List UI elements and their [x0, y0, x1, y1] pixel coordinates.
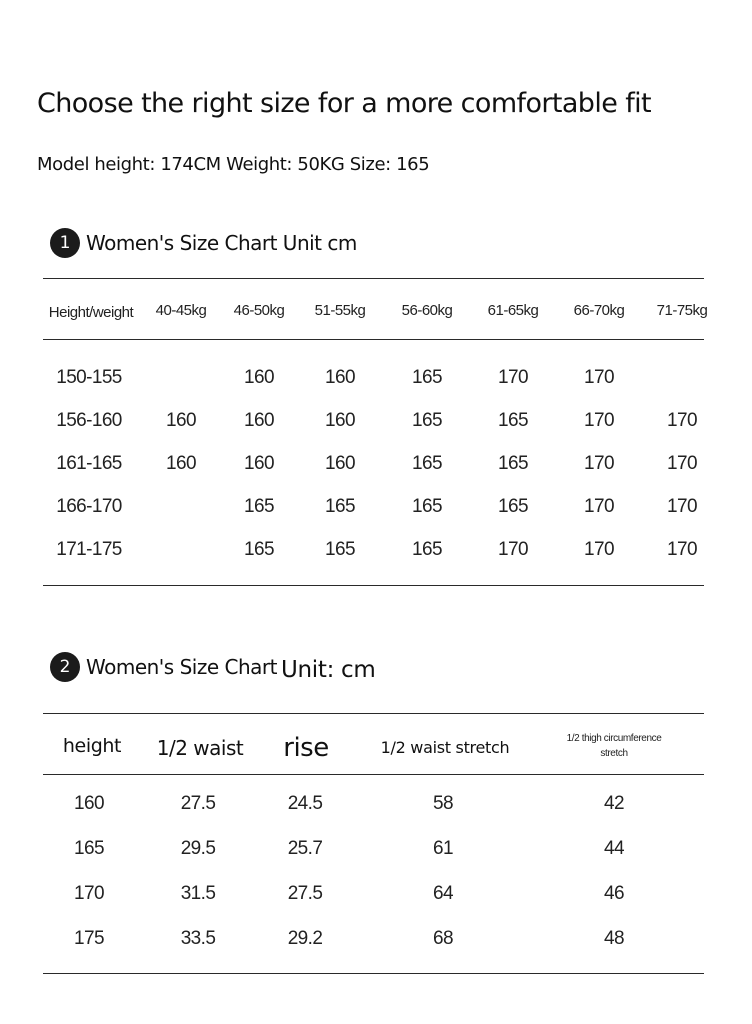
table-1-cell: 170	[584, 496, 614, 517]
table-2-cell-waist: 31.5	[180, 883, 216, 904]
table-2-cell-height: 175	[74, 928, 104, 949]
section-2-unit: Unit: cm	[280, 657, 376, 683]
table-1-header-71-75kg: 71-75kg	[656, 302, 708, 319]
table-2-cell-thigh-stretch: 44	[604, 838, 624, 859]
table-1-cell: 165	[412, 496, 442, 517]
table-1-cell: 170	[498, 539, 528, 560]
table-1-cell: 165	[412, 539, 442, 560]
model-info: Model height: 174CM Weight: 50KG Size: 165	[37, 154, 430, 175]
table-1-row-label: 161-165	[56, 453, 122, 474]
page-title: Choose the right size for a more comfortable fit	[37, 88, 652, 119]
table-1-cell: 170	[584, 367, 614, 388]
table-1-header-rule	[43, 339, 704, 340]
table-2-header-height: height	[62, 735, 122, 757]
table-1-cell: 170	[584, 453, 614, 474]
table-1-cell: 165	[244, 539, 274, 560]
table-1-cell: 165	[412, 367, 442, 388]
table-1-header-66-70kg: 66-70kg	[573, 302, 625, 319]
section-2-number-badge: 2	[50, 652, 80, 682]
table-2-cell-height: 165	[74, 838, 104, 859]
table-1-header-40-45kg: 40-45kg	[155, 302, 207, 319]
table-1-cell: 170	[667, 496, 697, 517]
table-1-cell: 160	[244, 453, 274, 474]
table-1-cell: 160	[325, 453, 355, 474]
table-2-cell-waist-stretch: 61	[433, 838, 453, 859]
table-1-header-56-60kg: 56-60kg	[401, 302, 453, 319]
table-2-cell-thigh-stretch: 46	[604, 883, 624, 904]
section-1-heading	[50, 226, 357, 260]
table-1-cell: 160	[325, 410, 355, 431]
table-1-row-label: 156-160	[56, 410, 122, 431]
table-2-cell-waist-stretch: 68	[433, 928, 453, 949]
table-2-cell-waist-stretch: 58	[433, 793, 453, 814]
table-1-row-label: 171-175	[56, 539, 122, 560]
table-2-cell-rise: 27.5	[287, 883, 323, 904]
table-1-header-51-55kg: 51-55kg	[314, 302, 366, 319]
table-1-header-61-65kg: 61-65kg	[487, 302, 539, 319]
section-1-title: Women's Size Chart Unit cm	[86, 231, 357, 255]
table-2-cell-thigh-stretch: 48	[604, 928, 624, 949]
table-1-cell: 165	[325, 496, 355, 517]
table-2-bottom-rule	[43, 973, 704, 974]
table-2-cell-waist: 27.5	[180, 793, 216, 814]
table-1-cell: 165	[498, 496, 528, 517]
table-2-cell-height: 160	[74, 793, 104, 814]
table-1-cell: 165	[412, 453, 442, 474]
table-2-header-rule	[43, 774, 704, 775]
table-1-cell: 165	[325, 539, 355, 560]
table-1-cell: 165	[498, 453, 528, 474]
table-1-cell: 165	[244, 496, 274, 517]
table-1-cell: 160	[166, 453, 196, 474]
table-1-cell: 165	[498, 410, 528, 431]
table-2-header-half-waist-stretch: 1/2 waist stretch	[380, 738, 510, 757]
table-2-cell-waist: 33.5	[180, 928, 216, 949]
table-1-row-label: 166-170	[56, 496, 122, 517]
table-2-cell-thigh-stretch: 42	[604, 793, 624, 814]
table-1-cell: 170	[584, 539, 614, 560]
table-1-top-rule	[43, 278, 704, 279]
table-1-cell: 170	[498, 367, 528, 388]
table-1-cell: 160	[166, 410, 196, 431]
table-2-header-half-waist: 1/2 waist	[156, 736, 244, 760]
section-1-number-badge: 1	[50, 228, 80, 258]
table-2-cell-rise: 25.7	[287, 838, 323, 859]
table-1-cell: 165	[412, 410, 442, 431]
table-2-header-half-thigh-line-1: 1/2 thigh circumference	[566, 733, 662, 744]
section-2-title: Women's Size Chart	[86, 655, 277, 679]
table-1-cell: 160	[325, 367, 355, 388]
table-2-cell-height: 170	[74, 883, 104, 904]
table-2-cell-rise: 24.5	[287, 793, 323, 814]
table-1-cell: 170	[667, 539, 697, 560]
table-1-cell: 170	[667, 410, 697, 431]
table-2-cell-waist-stretch: 64	[433, 883, 453, 904]
table-2-cell-rise: 29.2	[287, 928, 323, 949]
table-1-header-height-weight: Height/weight	[48, 304, 134, 321]
table-1-header-46-50kg: 46-50kg	[233, 302, 285, 319]
table-2-top-rule	[43, 713, 704, 714]
table-2-header-rise: rise	[283, 733, 329, 763]
table-2-header-half-thigh-stretch	[567, 731, 662, 761]
table-1-cell: 170	[667, 453, 697, 474]
table-1-bottom-rule	[43, 585, 704, 586]
table-1-cell: 160	[244, 410, 274, 431]
table-2-header-half-thigh-line-2: stretch	[600, 748, 628, 759]
table-1-cell: 160	[244, 367, 274, 388]
table-2-cell-waist: 29.5	[180, 838, 216, 859]
table-1-cell: 170	[584, 410, 614, 431]
section-2-heading	[50, 650, 375, 684]
table-1-row-label: 150-155	[56, 367, 122, 388]
